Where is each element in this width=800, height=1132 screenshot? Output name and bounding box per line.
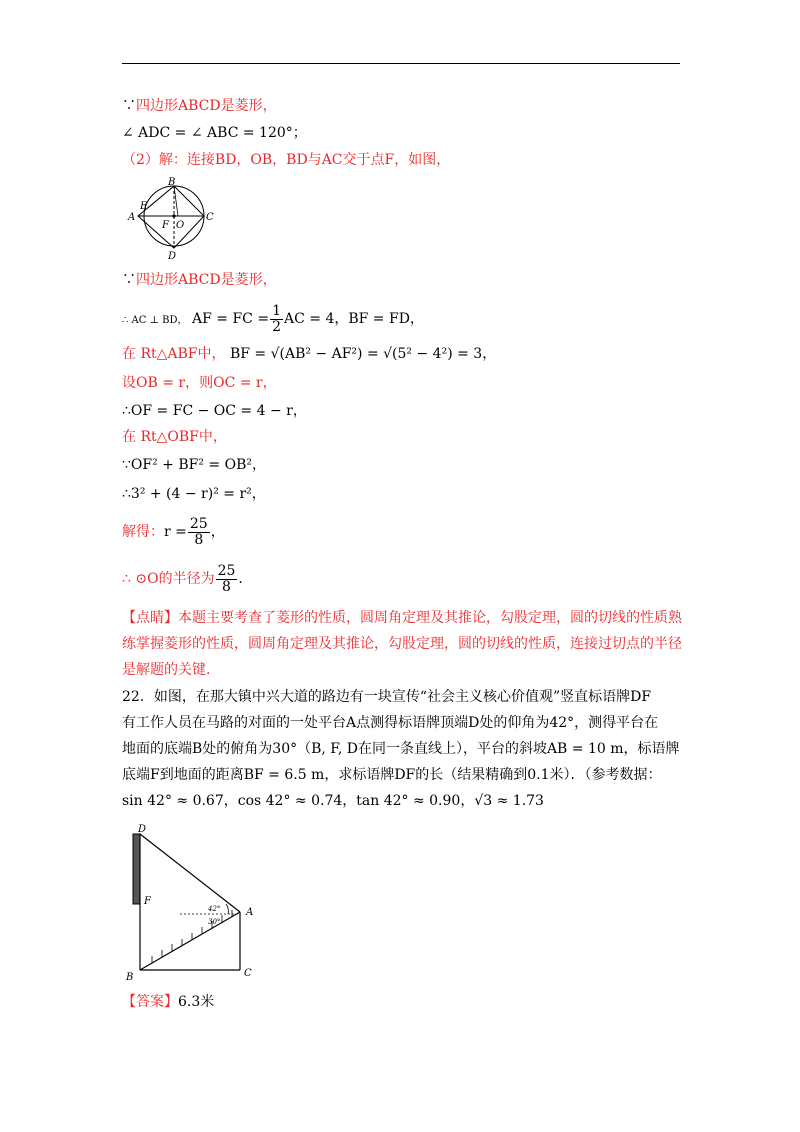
header-rule: [122, 63, 680, 64]
step-pythag: ∵OF² + BF² = OB²，: [122, 457, 266, 473]
fig1-label-f: F: [162, 220, 169, 231]
step-set-r: 设OB = r，则OC = r，: [122, 375, 277, 391]
step-perpendicular: ∴ AC ⊥ BD， AF = FC = $\frac{1}{2}$ AC = 4，BF = FD，: [122, 302, 424, 335]
fig2-label-d: D: [138, 824, 147, 835]
fig2-label-a: A: [246, 907, 254, 918]
fig1-label-b: B: [168, 177, 176, 188]
fig2-angle-42: 42°: [208, 905, 221, 913]
fig2-label-b: B: [126, 972, 134, 980]
q22-line-4: 底端F到地面的距离BF = 6.5 m，求标语牌DF的长（结果精确到0.1米）．（参考数据：: [122, 767, 662, 783]
q22-line-5: sin 42° ≈ 0.67，cos 42° ≈ 0.74，tan 42° ≈ 0.90，√3 ≈ 1.73: [122, 793, 544, 809]
answer: 【答案】6.3米: [122, 994, 215, 1010]
circle-rhombus-figure: [122, 176, 222, 262]
fig2-label-c: C: [244, 968, 252, 979]
step-equation: ∴3² + (4 − r)² = r²，: [122, 486, 266, 502]
comment-paragraph: 【点睛】本题主要考查了菱形的性质，圆周角定理及其推论，勾股定理，圆的切线的性质熟练掌握菱形的性质，圆周角定理及其推论，勾股定理，圆的切线的性质，连接过切点的半径是解题的关键.: [122, 610, 682, 678]
q22-line-2: 有工作人员在马路的对面的一处平台A点测得标语牌顶端D处的仰角为42°，测得平台在: [122, 715, 659, 731]
fig1-label-d: D: [168, 251, 177, 262]
step-angle: ∠ ADC = ∠ ABC = 120°；: [122, 125, 307, 141]
step-solve: 解得：r = $\frac{25}{8}$ ，: [122, 515, 225, 548]
step-of: ∴OF = FC − OC = 4 − r，: [122, 403, 307, 419]
q22-line-3: 地面的底端B处的俯角为30°（B, F, D在同一条直线上），平台的斜坡AB = 10 m，标语牌: [122, 741, 680, 757]
step-radius: ∴ ⊙O的半径为 $\frac{25}{8}$ .: [122, 562, 243, 595]
billboard-slope-figure: [122, 820, 272, 980]
fig1-label-c: C: [206, 212, 214, 223]
step-bf: 在 Rt△ABF中， BF = √(AB² − AF²) = √(5² − 4²) = 3，: [122, 346, 497, 362]
step-rhombus-1: ∵四边形ABCD是菱形，: [122, 98, 277, 114]
step-triangle-obf: 在 Rt△OBF中，: [122, 429, 227, 445]
fig2-angle-30: 30°: [208, 918, 221, 926]
fig1-label-a: A: [128, 212, 136, 223]
fig1-label-e: E: [140, 201, 148, 212]
part2-heading: （2）解：连接BD，OB，BD与AC交于点F，如图，: [122, 152, 451, 168]
fig1-label-o: O: [176, 220, 185, 231]
q22-line-1: 22．如图，在那大镇中兴大道的路边有一块宣传“社会主义核心价值观”竖直标语牌DF: [122, 689, 652, 705]
fig2-label-f: F: [144, 896, 151, 907]
step-rhombus-2: ∵四边形ABCD是菱形，: [122, 272, 277, 288]
